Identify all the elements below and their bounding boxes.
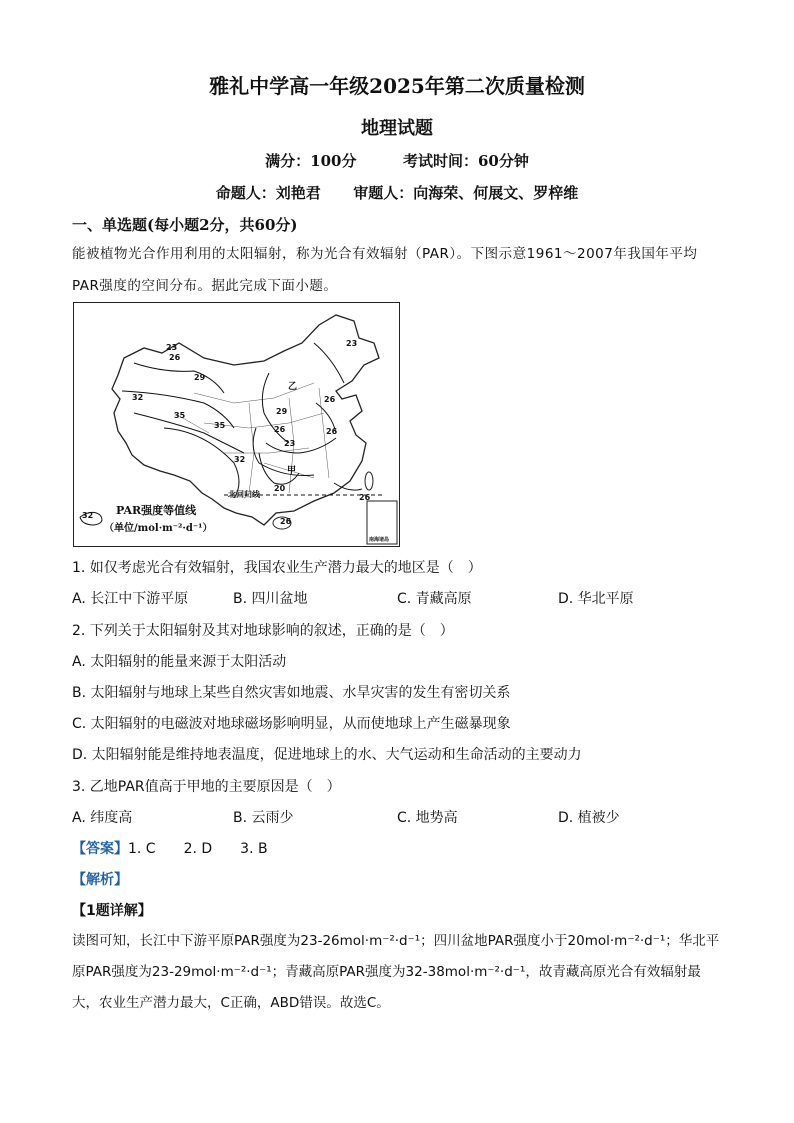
- tropic-label: 北回归线: [228, 490, 260, 499]
- taiwan-island: [365, 472, 373, 490]
- isoline-label: 26: [326, 427, 338, 436]
- isoline-label: 26: [274, 425, 286, 434]
- isoline-label: 23: [284, 439, 296, 448]
- question-3: 3. 乙地PAR值高于甲地的主要原因是（ ）: [72, 779, 341, 795]
- q3-option-c: C. 地势高: [397, 810, 458, 826]
- q3-option-a: A. 纬度高: [72, 810, 133, 826]
- q2-option-b: B. 太阳辐射与地球上某些自然灾害如地震、水旱灾害的发生有密切关系: [72, 685, 511, 701]
- section-heading: 一、单选题(每小题2分，共60分): [72, 216, 298, 234]
- isoline: [164, 428, 239, 498]
- isoline-label: 29: [194, 373, 206, 382]
- isoline-label: 35: [214, 421, 226, 430]
- q1-option-a: A. 长江中下游平原: [72, 591, 189, 607]
- isoline-label: 23: [166, 343, 178, 352]
- setter: 命题人：刘艳君: [215, 184, 321, 202]
- isoline: [134, 363, 224, 393]
- inset-label: 南海诸岛: [369, 537, 390, 543]
- answer-line: [72, 838, 268, 858]
- analysis-label: 【解析】: [72, 872, 128, 888]
- exam-time: 考试时间：60分钟: [402, 152, 529, 170]
- isoline-label: 32: [234, 455, 246, 464]
- place-yi-label: 乙: [288, 382, 298, 392]
- q3-option-b: B. 云雨少: [233, 810, 294, 826]
- subject-title: 地理试题: [361, 118, 433, 139]
- score-time-line: [0, 150, 794, 171]
- q2-option-d: D. 太阳辐射能是维持地表温度，促进地球上的水、大气运动和生命活动的主要动力: [72, 747, 582, 763]
- isoline-label: 23: [346, 339, 358, 348]
- legend-unit: （单位/mol·m⁻²·d⁻¹）: [104, 523, 213, 534]
- q2-option-a: A. 太阳辐射的能量来源于太阳活动: [72, 654, 287, 670]
- q1-option-c: C. 青藏高原: [397, 591, 472, 607]
- isoline-label: 32: [132, 393, 144, 402]
- intro-paragraph: 能被植物光合作用利用的太阳辐射，称为光合有效辐射（PAR）。下图示意1961～2007年我国年平均PAR强度的空间分布。据此完成下面小题。: [72, 246, 698, 294]
- explanation-paragraph: 读图可知，长江中下游平原PAR强度为23-26mol·m⁻²·d⁻¹；四川盆地PAR强度小于20mol·m⁻²·d⁻¹；华北平原PAR强度为23-29mol·m⁻²·d⁻¹；青藏高原PAR强度为32-38mol·m⁻²·d⁻¹，故青藏高原光合有效辐射最大，农业生产潜力最大，C正确，ABD错误。故选C。: [72, 933, 720, 1011]
- question-2: 2. 下列关于太阳辐射及其对地球影响的叙述，正确的是（ ）: [72, 623, 454, 639]
- q2-option-c: C. 太阳辐射的电磁波对地球磁场影响明显，从而使地球上产生磁暴现象: [72, 716, 511, 732]
- isoline-label: 26: [169, 353, 181, 362]
- isoline-label: 20: [274, 484, 286, 493]
- q1-option-b: B. 四川盆地: [233, 591, 308, 607]
- q3-option-d: D. 植被少: [558, 810, 620, 826]
- question-1: 1. 如仅考虑光合有效辐射，我国农业生产潜力最大的地区是（ ）: [72, 560, 482, 576]
- isoline-label: 26: [280, 517, 292, 526]
- isoline-label: 26: [359, 493, 371, 502]
- legend-title: PAR强度等值线: [116, 504, 197, 517]
- isoline: [314, 343, 344, 383]
- isoline-label: 35: [174, 411, 186, 420]
- province-lines: [174, 383, 329, 493]
- full-score: 满分：100分: [265, 152, 357, 170]
- q1-option-d: D. 华北平原: [558, 591, 634, 607]
- detail-label: 【1题详解】: [72, 903, 152, 919]
- isoline-label: 29: [276, 407, 288, 416]
- answer-label: 【答案】: [72, 841, 128, 857]
- par-map-figure: [73, 302, 400, 547]
- place-jia-label: 甲: [287, 466, 297, 476]
- reviewer: 审题人：向海荣、何展文、罗梓维: [353, 184, 579, 202]
- exam-title: 雅礼中学高一年级2025年第二次质量检测: [209, 74, 585, 98]
- isoline-label: 26: [324, 395, 336, 404]
- legend-sample-label: 32: [82, 511, 94, 520]
- answer-values: 1. C 2. D 3. B: [128, 841, 268, 857]
- authors-line: [0, 182, 794, 203]
